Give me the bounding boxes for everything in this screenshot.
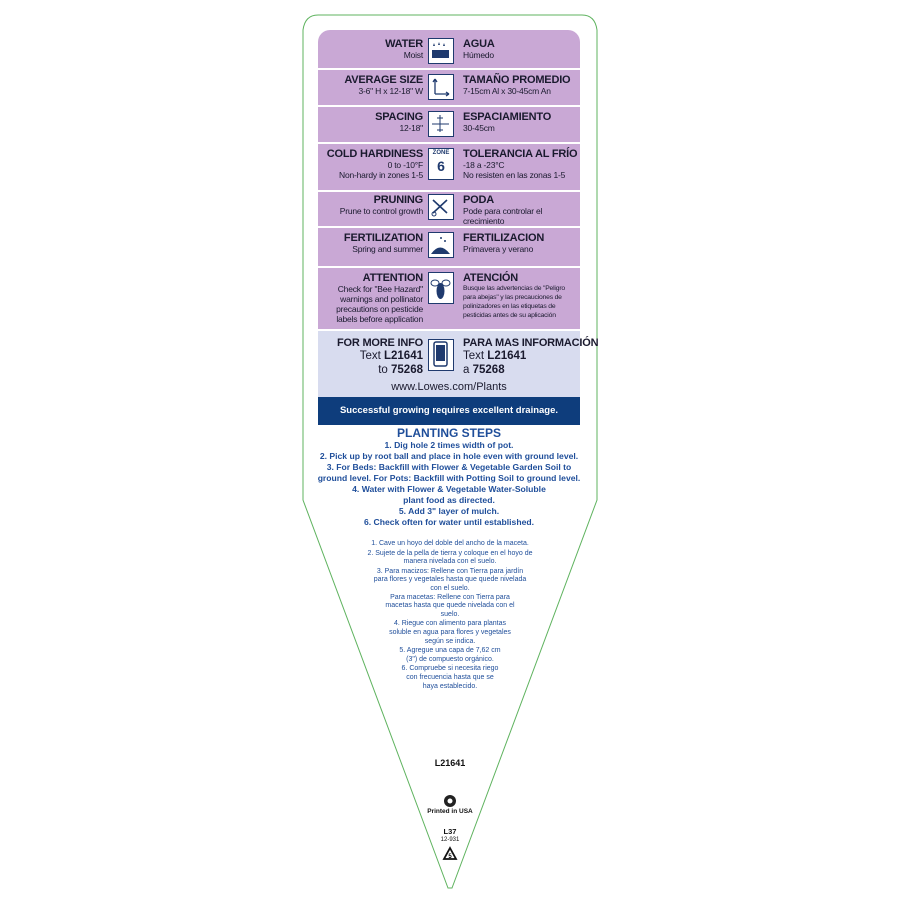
row-cold-hardiness	[318, 144, 580, 190]
step-es-3f: suelo.	[440, 610, 460, 618]
step-es-3e: macetas hasta que quede nivelada con el	[385, 602, 515, 610]
more-info-text-label: Text	[359, 350, 381, 362]
step-en-3b: ground level. For Pots: Backfill with Potting Soil to ground level.	[317, 473, 581, 483]
svg-text:5: 5	[448, 854, 452, 860]
row-spacing	[318, 107, 580, 142]
size-arrows-icon	[428, 74, 454, 100]
fert-value: Spring and summer	[352, 244, 423, 254]
size-title: AVERAGE SIZE	[344, 74, 423, 86]
frio-title: TOLERANCIA AL FRÍO	[463, 148, 578, 160]
tamano-title: TAMAÑO PROMEDIO	[463, 74, 571, 86]
planting-steps-en	[312, 440, 586, 528]
attention-line-3: precautions on pesticide	[336, 304, 423, 314]
more-info-number: 75268	[391, 364, 423, 376]
attention-line-4: labels before application	[336, 314, 423, 324]
step-en-4a: 4. Water with Flower & Vegetable Water-Soluble	[352, 484, 546, 494]
atencion-line-3: polinizadores en las etiquetas de	[463, 303, 556, 310]
water-title: WATER	[385, 38, 423, 50]
attention-line-1: Check for "Bee Hazard"	[337, 284, 423, 294]
pruning-value: Prune to control growth	[339, 206, 423, 216]
mas-info-a: a	[463, 364, 470, 376]
attention-title: ATTENTION	[362, 272, 423, 284]
cold-range: 0 to -10°F	[387, 160, 423, 170]
step-en-1: 1. Dig hole 2 times width of pot.	[384, 440, 514, 450]
step-es-4b: soluble en agua para flores y vegetales	[389, 628, 511, 636]
fertilizacion-title: FERTILIZACION	[463, 232, 545, 244]
pruning-shears-icon	[428, 194, 454, 220]
atencion-line-2: para abejas" y las precauciones de	[463, 294, 562, 301]
agua-value: Húmedo	[463, 50, 494, 60]
attention-line-2: warnings and pollinator	[340, 294, 423, 304]
step-es-2a: 2. Sujete de la pella de tierra y coloque en el hoyo de	[367, 549, 533, 557]
mas-info-text-label: Text	[463, 350, 485, 362]
step-es-5b: (3") de compuesto orgánico.	[406, 655, 494, 663]
row-average-size	[318, 70, 580, 105]
step-es-2b: manera nivelada con el suelo.	[403, 558, 497, 566]
l37-code	[425, 828, 475, 844]
step-es-3b: para flores y vegetales hasta que quede nivelada	[373, 576, 527, 584]
water-drops-icon	[428, 38, 454, 64]
step-en-2: 2. Pick up by root ball and place in hole even with ground level.	[319, 451, 579, 461]
step-es-3d: Para macetas: Rellene con Tierra para	[390, 593, 510, 601]
espaciamiento-title: ESPACIAMIENTO	[463, 111, 552, 123]
espaciamiento-value: 30-45cm	[463, 123, 495, 133]
fert-title: FERTILIZATION	[343, 232, 423, 244]
poda-line-1: Pode para controlar el	[463, 206, 543, 216]
recycle-icon	[441, 846, 459, 864]
agua-title: AGUA	[463, 38, 495, 50]
step-es-6b: con frecuencia hasta que se	[406, 673, 494, 681]
step-en-5: 5. Add 3" layer of mulch.	[398, 506, 500, 516]
spacing-title: SPACING	[375, 111, 423, 123]
tamano-value: 7-15cm Al x 30-45cm An	[463, 86, 551, 96]
more-info-block	[318, 331, 599, 397]
planting-steps-title: PLANTING STEPS	[396, 426, 501, 440]
l37-sub: 12-931	[440, 837, 460, 843]
lowes-url[interactable]: www.Lowes.com/Plants	[391, 381, 507, 393]
planting-steps-es	[345, 540, 555, 692]
mas-info-code: L21641	[487, 350, 527, 362]
step-en-6: 6. Check often for water until established.	[364, 517, 534, 527]
fertilizer-icon	[428, 232, 454, 258]
spacing-value: 12-18"	[399, 123, 423, 133]
cold-zones: Non-hardy in zones 1-5	[339, 170, 423, 180]
poda-title: PODA	[463, 194, 494, 206]
size-value: 3-6" H x 12-18" W	[358, 86, 423, 96]
fertilizacion-value: Primavera y verano	[463, 244, 534, 254]
step-en-3a: 3. For Beds: Backfill with Flower & Vegetable Garden Soil to	[326, 462, 572, 472]
more-info-to: to	[378, 364, 388, 376]
cold-title: COLD HARDINESS	[326, 148, 423, 160]
atencion-line-1: Busque las advertencias de "Peligro	[463, 285, 565, 292]
frio-zones: No resisten en las zonas 1-5	[463, 170, 566, 180]
step-es-4a: 4. Riegue con alimento para plantas	[393, 620, 507, 628]
bee-icon	[428, 272, 454, 304]
row-fertilization	[318, 228, 580, 266]
water-value: Moist	[403, 50, 423, 60]
row-attention	[318, 268, 580, 329]
zone-icon	[428, 148, 454, 180]
frio-range: -18 a -23°C	[463, 160, 505, 170]
printed-in-usa: Printed in USA	[427, 808, 473, 815]
row-water	[318, 30, 580, 68]
atencion-title: ATENCIÓN	[463, 272, 519, 284]
step-es-1: 1. Cave un hoyo del doble del ancho de la maceta.	[371, 540, 529, 547]
mas-info-title: PARA MAS INFORMACIÓN	[463, 337, 599, 349]
atencion-line-4: pesticidas antes de su aplicación	[463, 312, 556, 319]
step-es-6a: 6. Compruebe si necesita riego	[401, 665, 499, 673]
union-bug-icon	[443, 794, 457, 808]
step-es-4c: según se indica.	[424, 637, 476, 645]
step-es-3a: 3. Para macizos: Rellene con Tierra para jardín	[376, 567, 524, 575]
drainage-banner: Successful growing requires excellent drainage.	[318, 397, 580, 425]
zone-number: 6	[437, 158, 445, 174]
step-es-3c: con el suelo.	[430, 584, 470, 592]
step-en-4b: plant food as directed.	[403, 495, 495, 505]
more-info-title: FOR MORE INFO	[336, 337, 423, 349]
spacing-icon	[428, 111, 454, 137]
step-es-6c: haya establecido.	[422, 682, 478, 690]
item-code: L21641	[434, 758, 466, 768]
zone-label: ZONE	[432, 150, 450, 156]
l37-label: L37	[443, 827, 457, 836]
step-es-5a: 5. Agregue una capa de 7,62 cm	[399, 647, 501, 655]
pruning-title: PRUNING	[373, 194, 423, 206]
phone-icon	[428, 339, 454, 371]
mas-info-number: 75268	[472, 364, 505, 376]
poda-line-2: crecimiento	[463, 216, 505, 226]
row-pruning	[318, 192, 580, 226]
more-info-code: L21641	[383, 350, 423, 362]
